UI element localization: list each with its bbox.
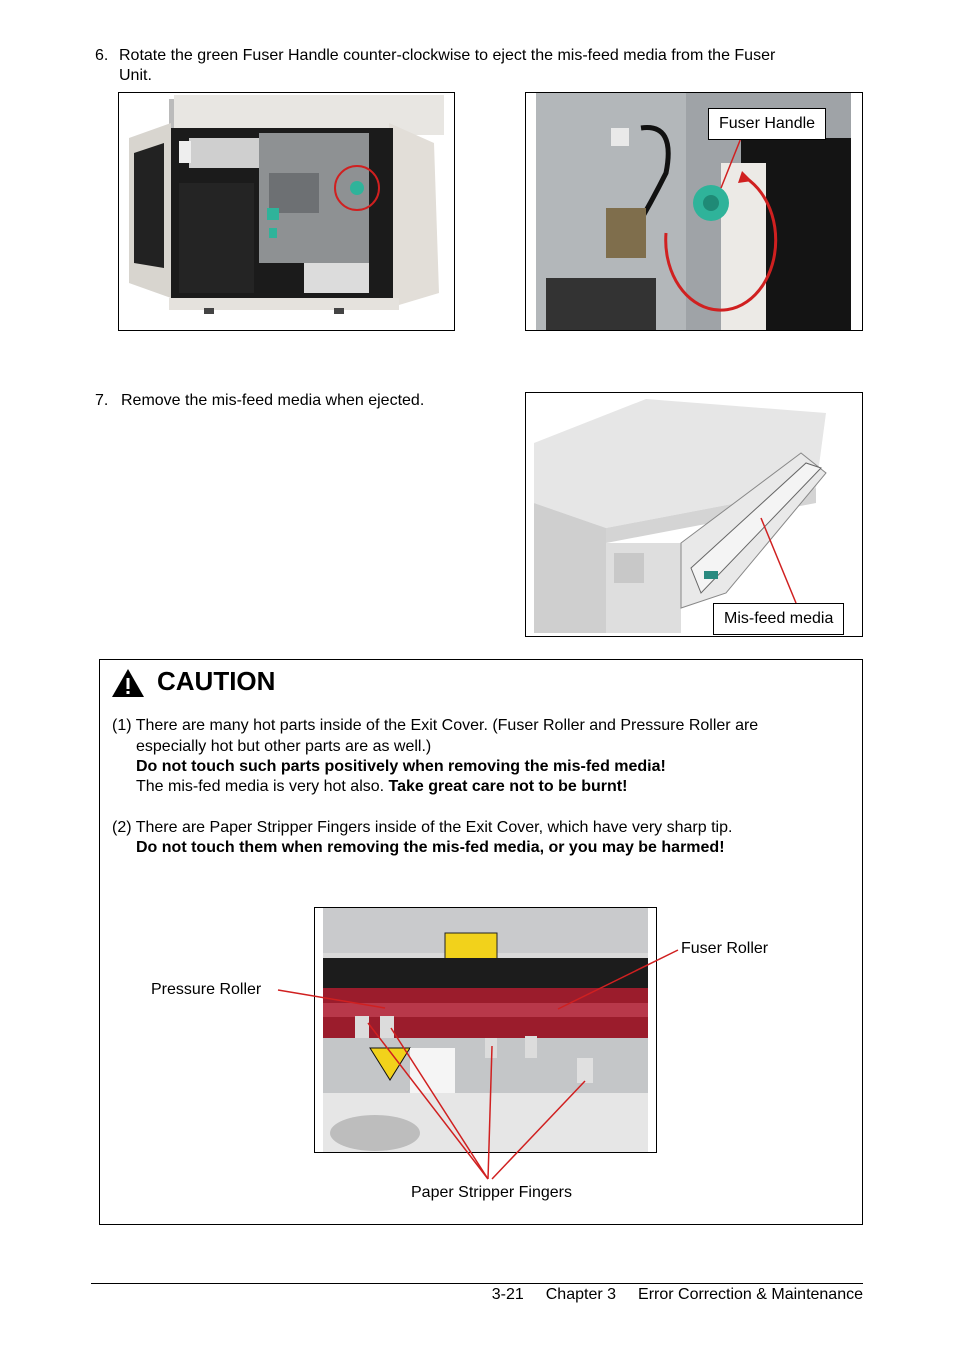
photo-printer-open [118,92,455,331]
step6-text-line2: Unit. [119,67,152,84]
caution-item1-line2: especially hot but other parts are as well.) [136,738,432,755]
caution-item1-warning: Do not touch such parts positively when removing the mis-fed media! [136,758,666,775]
caution-item1-line1: (1) There are many hot parts inside of the Exit Cover. (Fuser Roller and Pressure Roller are [112,717,759,734]
caution-item1-line4-plain: The mis-fed media is very hot also. [136,778,389,795]
caution-item1-line4-bold: Take great care not to be burnt! [388,778,628,795]
caution-item2-warning: Do not touch them when removing the mis-fed media, or you may be harmed! [136,839,725,856]
caution-item2-line1: (2) There are Paper Stripper Fingers inside of the Exit Cover, which have very sharp tip. [112,819,733,836]
footer-chapter: Chapter 3 [545,1286,617,1303]
callout-misfeed-media: Mis-feed media [713,603,844,635]
caution-title: CAUTION [157,666,276,696]
label-pressure-roller: Pressure Roller [151,981,262,998]
footer-page-number: 3-21 [491,1286,524,1303]
step7-text: Remove the mis-feed media when ejected. [121,392,425,409]
footer-rule [91,1283,863,1284]
step6-text-line1: Rotate the green Fuser Handle counter-clockwise to eject the mis-feed media from the Fuser [119,47,776,64]
step6-number: 6. [95,47,109,64]
step7-number: 7. [95,392,109,409]
caution-box [99,659,863,1225]
page-footer [492,1285,863,1305]
callout-leader-lines [100,660,862,1224]
callout-fuser-handle: Fuser Handle [708,108,826,140]
label-fuser-roller: Fuser Roller [681,940,769,957]
footer-section: Error Correction & Maintenance [638,1286,863,1303]
label-paper-stripper-fingers: Paper Stripper Fingers [411,1184,572,1201]
photo-misfeed-media [525,392,863,637]
